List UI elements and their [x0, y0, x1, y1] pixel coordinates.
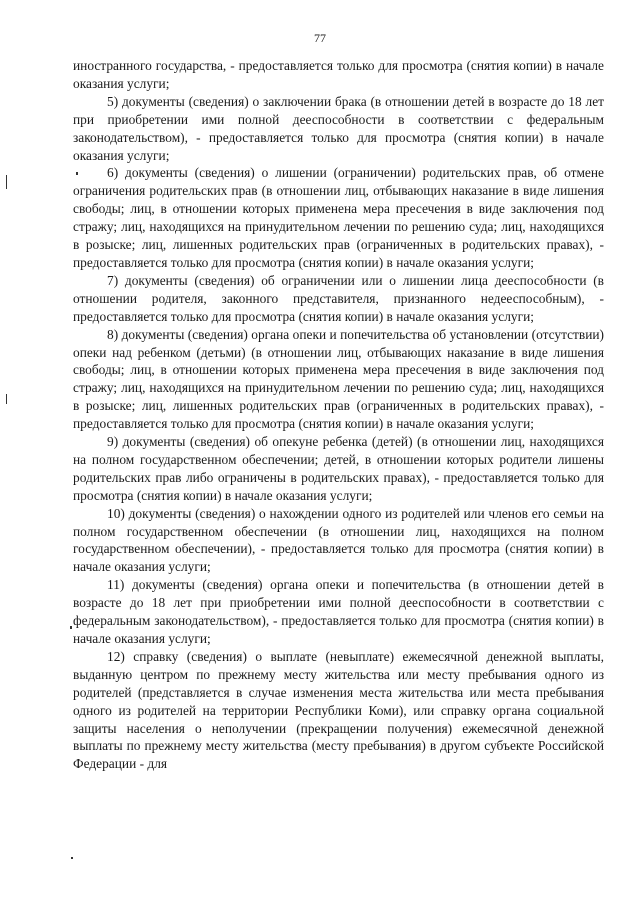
scan-mark-left-upper — [6, 175, 7, 189]
paragraph-item-9: 9) документы (сведения) об опекуне ребенка (детей) (в отношении лиц, находящихся на полном государственном обеспечении; детей, в отношении которых родители лишены родительских прав либо ограничены в родительских правах), - предоставляется только для просмотра (снятия копии) в начале оказания услуги; — [73, 434, 604, 503]
paragraph-item-6: 6) документы (сведения) о лишении (ограничении) родительских прав, об отмене ограничения родительских прав (в отношении лиц, отбывающих наказание в виде лишения свободы; лиц, в отношении которых применена мера пресечения в виде заключения под стражу; лиц, находящихся на принудительном лечении по решению суда; лиц, находящихся в розыске; лиц, лишенных родительских прав (ограниченных в родительских правах), - предоставляется только для просмотра (снятия копии) в начале оказания услуги; — [73, 165, 604, 270]
paragraph-item-8: 8) документы (сведения) органа опеки и попечительства об установлении (отсутствии) опеки над ребенком (детьми) (в отношении лиц, отбывающих наказание в виде лишения свободы; лиц, в отношении которых применена мера пресечения в виде заключения под стражу; лиц, находящихся на принудительном лечении по решению суда; лиц, находящихся в розыске; лиц, лишенных родительских прав (ограниченных в родительских правах), - предоставляется только для просмотра (снятия копии) в начале оказания услуги; — [73, 326, 604, 432]
paragraph-item-5: 5) документы (сведения) о заключении брака (в отношении детей в возрасте до 18 лет при приобретении ими полной дееспособности в соответствии с федеральным законодательством), - предоставляется только для просмотра (снятия копии) в начале оказания услуги; — [73, 93, 604, 163]
paragraph-item-7: 7) документы (сведения) об ограничении или о лишении лица дееспособности (в отношении родителя, законного представителя, признанного недееспособным), - предоставляется только для просмотра (снятия копии) в начале оказания услуги; — [73, 272, 604, 324]
scan-dot-bottom — [71, 857, 73, 859]
paragraph-item-12: 12) справку (сведения) о выплате (невыплате) ежемесячной денежной выплаты, выданную центром по прежнему месту жительства или месту пребывания одного из родителей (представляется в случае изменения места жительства или места пребывания одного из родителей на территории Республики Коми), или справку органа социальной защиты населения о неполучении (прекращении получения) ежемесячной денежной выплаты по прежнему месту жительства (месту пребывания) в другом субъекте Российской Федерации - для — [73, 648, 604, 772]
scan-mark-left-middle — [6, 394, 7, 404]
scan-dot-upper — [76, 172, 78, 175]
paragraph-item-10: 10) документы (сведения) о нахождении одного из родителей или членов его семьи на полном государственном обеспечении (в отношении лиц, находящихся на полном государственном обеспечении), - предоставляется только для просмотра (снятия копии) в начале оказания услуги; — [73, 505, 604, 575]
paragraph-continuation: иностранного государства, - предоставляется только для просмотра (снятия копии) в начале оказания услуги; — [73, 58, 604, 91]
scan-dot-lower — [70, 626, 72, 629]
page-number: 77 — [314, 31, 326, 45]
document-body — [73, 57, 604, 773]
paragraph-item-11: 11) документы (сведения) органа опеки и попечительства (в отношении детей в возрасте до 18 лет при приобретении ими полной дееспособности в соответствии с федеральным законодательством), - предоставляется только для просмотра (снятия копии) в начале оказания услуги; — [73, 577, 604, 646]
